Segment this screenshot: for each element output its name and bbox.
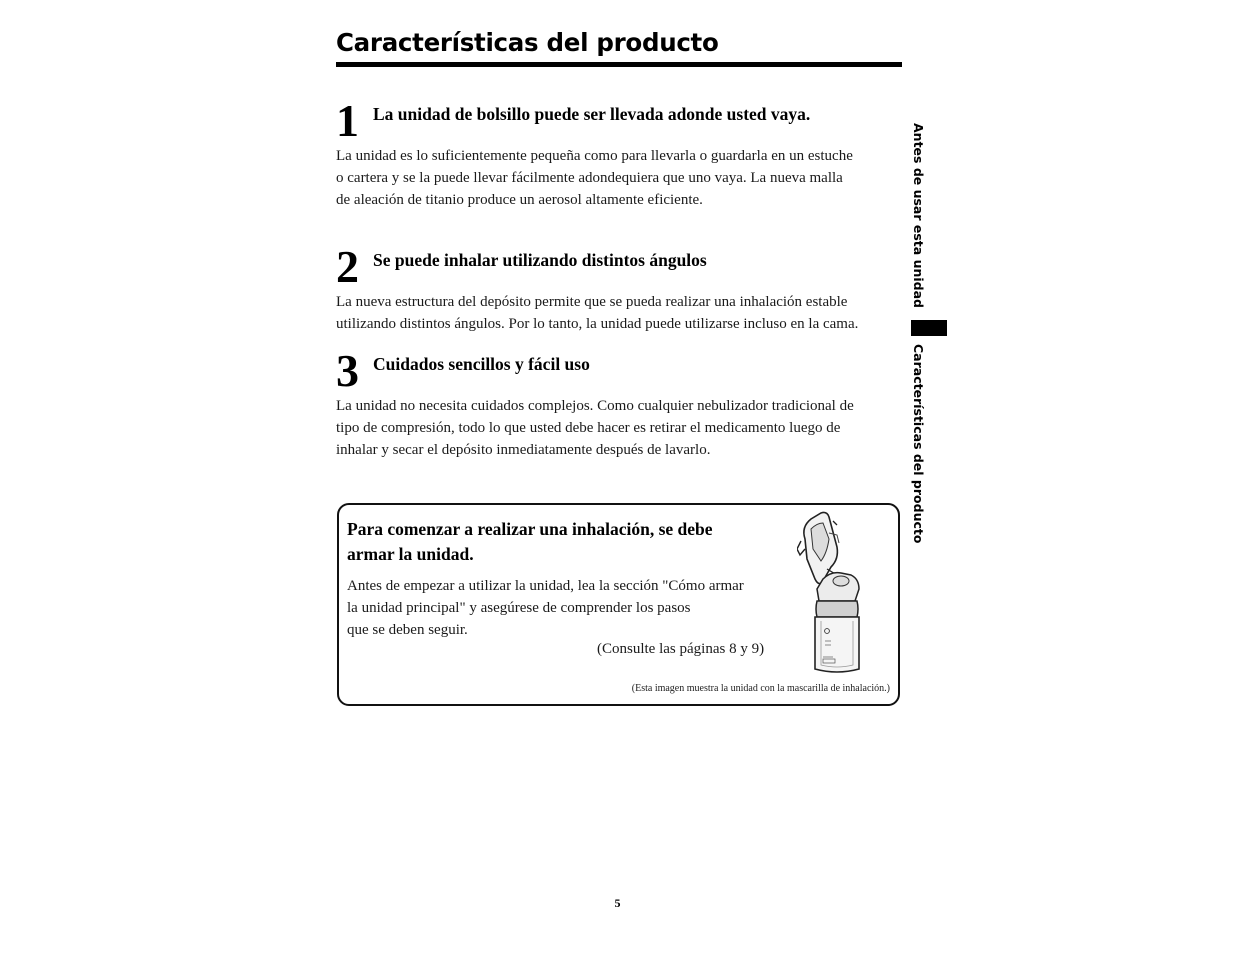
feature-body-line: utilizando distintos ángulos. Por lo tanto, la unidad puede utilizarse incluso en la cama.	[336, 316, 859, 332]
assembly-note-box	[337, 503, 900, 706]
note-body-line: Antes de empezar a utilizar la unidad, lea la sección "Cómo armar	[347, 578, 744, 594]
feature-body-line: inhalar y secar el depósito inmediatamente después de lavarlo.	[336, 442, 711, 458]
note-body-line: la unidad principal" y asegúrese de comprender los pasos	[347, 600, 691, 616]
nebulizer-illustration	[797, 509, 869, 677]
feature-body-line: La unidad es lo suficientemente pequeña como para llevarla o guardarla en un estuche	[336, 148, 853, 164]
note-heading	[347, 517, 713, 567]
feature-body-line: de aleación de titanio produce un aerosol altamente eficiente.	[336, 192, 703, 208]
note-body-line: que se deben seguir.	[347, 622, 468, 638]
feature-body-line: La nueva estructura del depósito permite que se pueda realizar una inhalación estable	[336, 294, 848, 310]
feature-number-1: 1	[336, 95, 359, 146]
feature-heading-2: Se puede inhalar utilizando distintos ángulos	[373, 250, 707, 270]
feature-body-line: o cartera y se la puede llevar fácilmente adondequiera que uno vaya. La nueva malla	[336, 170, 843, 186]
page-title: Características del producto	[336, 28, 719, 57]
image-caption: (Esta imagen muestra la unidad con la mascarilla de inhalación.)	[631, 683, 890, 694]
feature-number-3: 3	[336, 345, 359, 396]
side-tab-marker	[911, 320, 947, 336]
feature-body-line: La unidad no necesita cuidados complejos. Como cualquier nebulizador tradicional de	[336, 398, 854, 414]
feature-number-2: 2	[336, 241, 359, 292]
page-number: 5	[614, 896, 621, 910]
feature-heading-1: La unidad de bolsillo puede ser llevada adonde usted vaya.	[373, 104, 811, 124]
feature-heading-3: Cuidados sencillos y fácil uso	[373, 354, 590, 374]
feature-body-3	[336, 395, 906, 461]
note-heading-line: Para comenzar a realizar una inhalación, se debe	[347, 519, 713, 539]
side-tab-chapter: Antes de usar esta unidad	[911, 123, 926, 308]
note-heading-line: armar la unidad.	[347, 544, 474, 564]
feature-body-line: tipo de compresión, todo lo que usted debe hacer es retirar el medicamento luego de	[336, 420, 841, 436]
page-reference: (Consulte las páginas 8 y 9)	[597, 641, 765, 657]
title-underline	[336, 62, 902, 67]
note-body	[347, 575, 744, 641]
feature-body-1	[336, 145, 906, 211]
side-tab-section: Características del producto	[911, 344, 926, 544]
feature-body-2	[336, 291, 906, 335]
